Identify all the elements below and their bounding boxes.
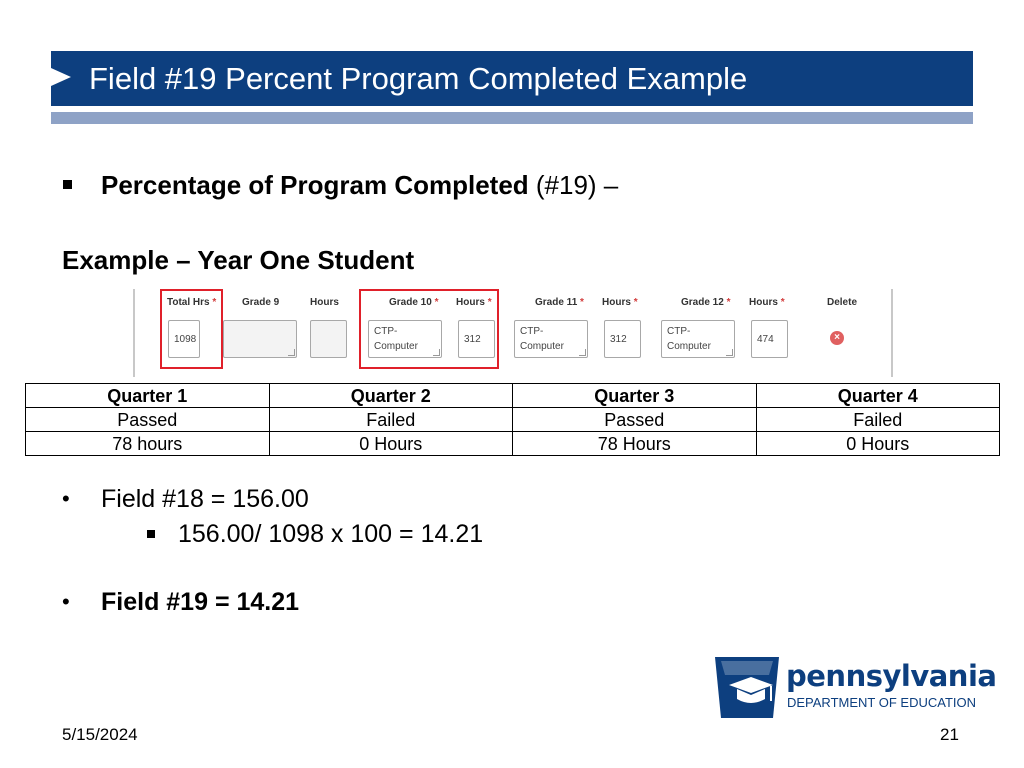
quarter-status: Failed — [756, 408, 1000, 432]
quarter-header: Quarter 4 — [756, 384, 1000, 408]
form-screenshot — [133, 289, 893, 377]
field18-text: Field #18 = 156.00 — [101, 485, 309, 513]
pde-logo — [713, 655, 997, 720]
heading-bold: Percentage of Program Completed — [101, 170, 529, 200]
grade9-field[interactable] — [223, 320, 297, 358]
field19-text: Field #19 = 14.21 — [101, 588, 300, 616]
header-hours12: Hours * — [749, 297, 785, 308]
page-number: 21 — [940, 725, 959, 744]
dot-bullet-icon: • — [62, 486, 70, 511]
close-circle-icon[interactable]: × — [830, 331, 844, 345]
keystone-icon — [713, 655, 781, 720]
total-hrs-field[interactable]: 1098 — [168, 320, 200, 358]
header-grade11: Grade 11 * — [535, 297, 584, 308]
quarter-hours: 0 Hours — [756, 432, 1000, 456]
grade10-field[interactable]: CTP- Computer — [368, 320, 442, 358]
header-hours9: Hours — [310, 297, 339, 308]
heading-rest: (#19) – — [528, 170, 619, 200]
slide-title: Field #19 Percent Program Completed Example — [89, 61, 748, 96]
quarter-hours: 78 hours — [26, 432, 270, 456]
header-total-hrs: Total Hrs * — [167, 297, 217, 308]
header-grade9: Grade 9 — [242, 297, 280, 308]
square-bullet-icon — [147, 530, 155, 538]
arrow-icon — [51, 68, 71, 86]
title-underline — [51, 112, 973, 124]
highlight-total-hrs — [160, 289, 223, 369]
table-row — [26, 408, 1000, 432]
hours10-field[interactable]: 312 — [458, 320, 495, 358]
logo-name: pennsylvania — [786, 659, 997, 693]
header-delete: Delete — [827, 297, 858, 308]
quarter-status: Passed — [26, 408, 270, 432]
heading-example: Example – Year One Student — [62, 245, 415, 275]
header-hours10: Hours * — [456, 297, 492, 308]
grade12-field[interactable]: CTP- Computer — [661, 320, 735, 358]
grade11-field[interactable]: CTP- Computer — [514, 320, 588, 358]
quarter-status: Passed — [513, 408, 757, 432]
header-grade10: Grade 10 * — [389, 297, 439, 308]
title-bar — [51, 51, 973, 106]
quarter-status: Failed — [269, 408, 513, 432]
footer-date: 5/15/2024 — [62, 725, 138, 744]
table-row — [26, 432, 1000, 456]
quarter-hours: 78 Hours — [513, 432, 757, 456]
hours11-field[interactable]: 312 — [604, 320, 641, 358]
calc-text: 156.00/ 1098 x 100 = 14.21 — [178, 520, 484, 548]
quarter-table — [25, 383, 1000, 456]
quarter-header: Quarter 2 — [269, 384, 513, 408]
logo-department: DEPARTMENT OF EDUCATION — [787, 695, 976, 710]
highlight-grade10 — [359, 289, 499, 369]
dot-bullet-icon: • — [62, 589, 70, 614]
quarter-hours: 0 Hours — [269, 432, 513, 456]
hours12-field[interactable]: 474 — [751, 320, 788, 358]
table-row — [26, 384, 1000, 408]
quarter-header: Quarter 1 — [26, 384, 270, 408]
quarter-header: Quarter 3 — [513, 384, 757, 408]
hours9-field[interactable] — [310, 320, 347, 358]
header-grade12: Grade 12 * — [681, 297, 731, 308]
square-bullet-icon — [63, 180, 72, 189]
heading-percentage — [101, 170, 618, 201]
header-hours11: Hours * — [602, 297, 638, 308]
